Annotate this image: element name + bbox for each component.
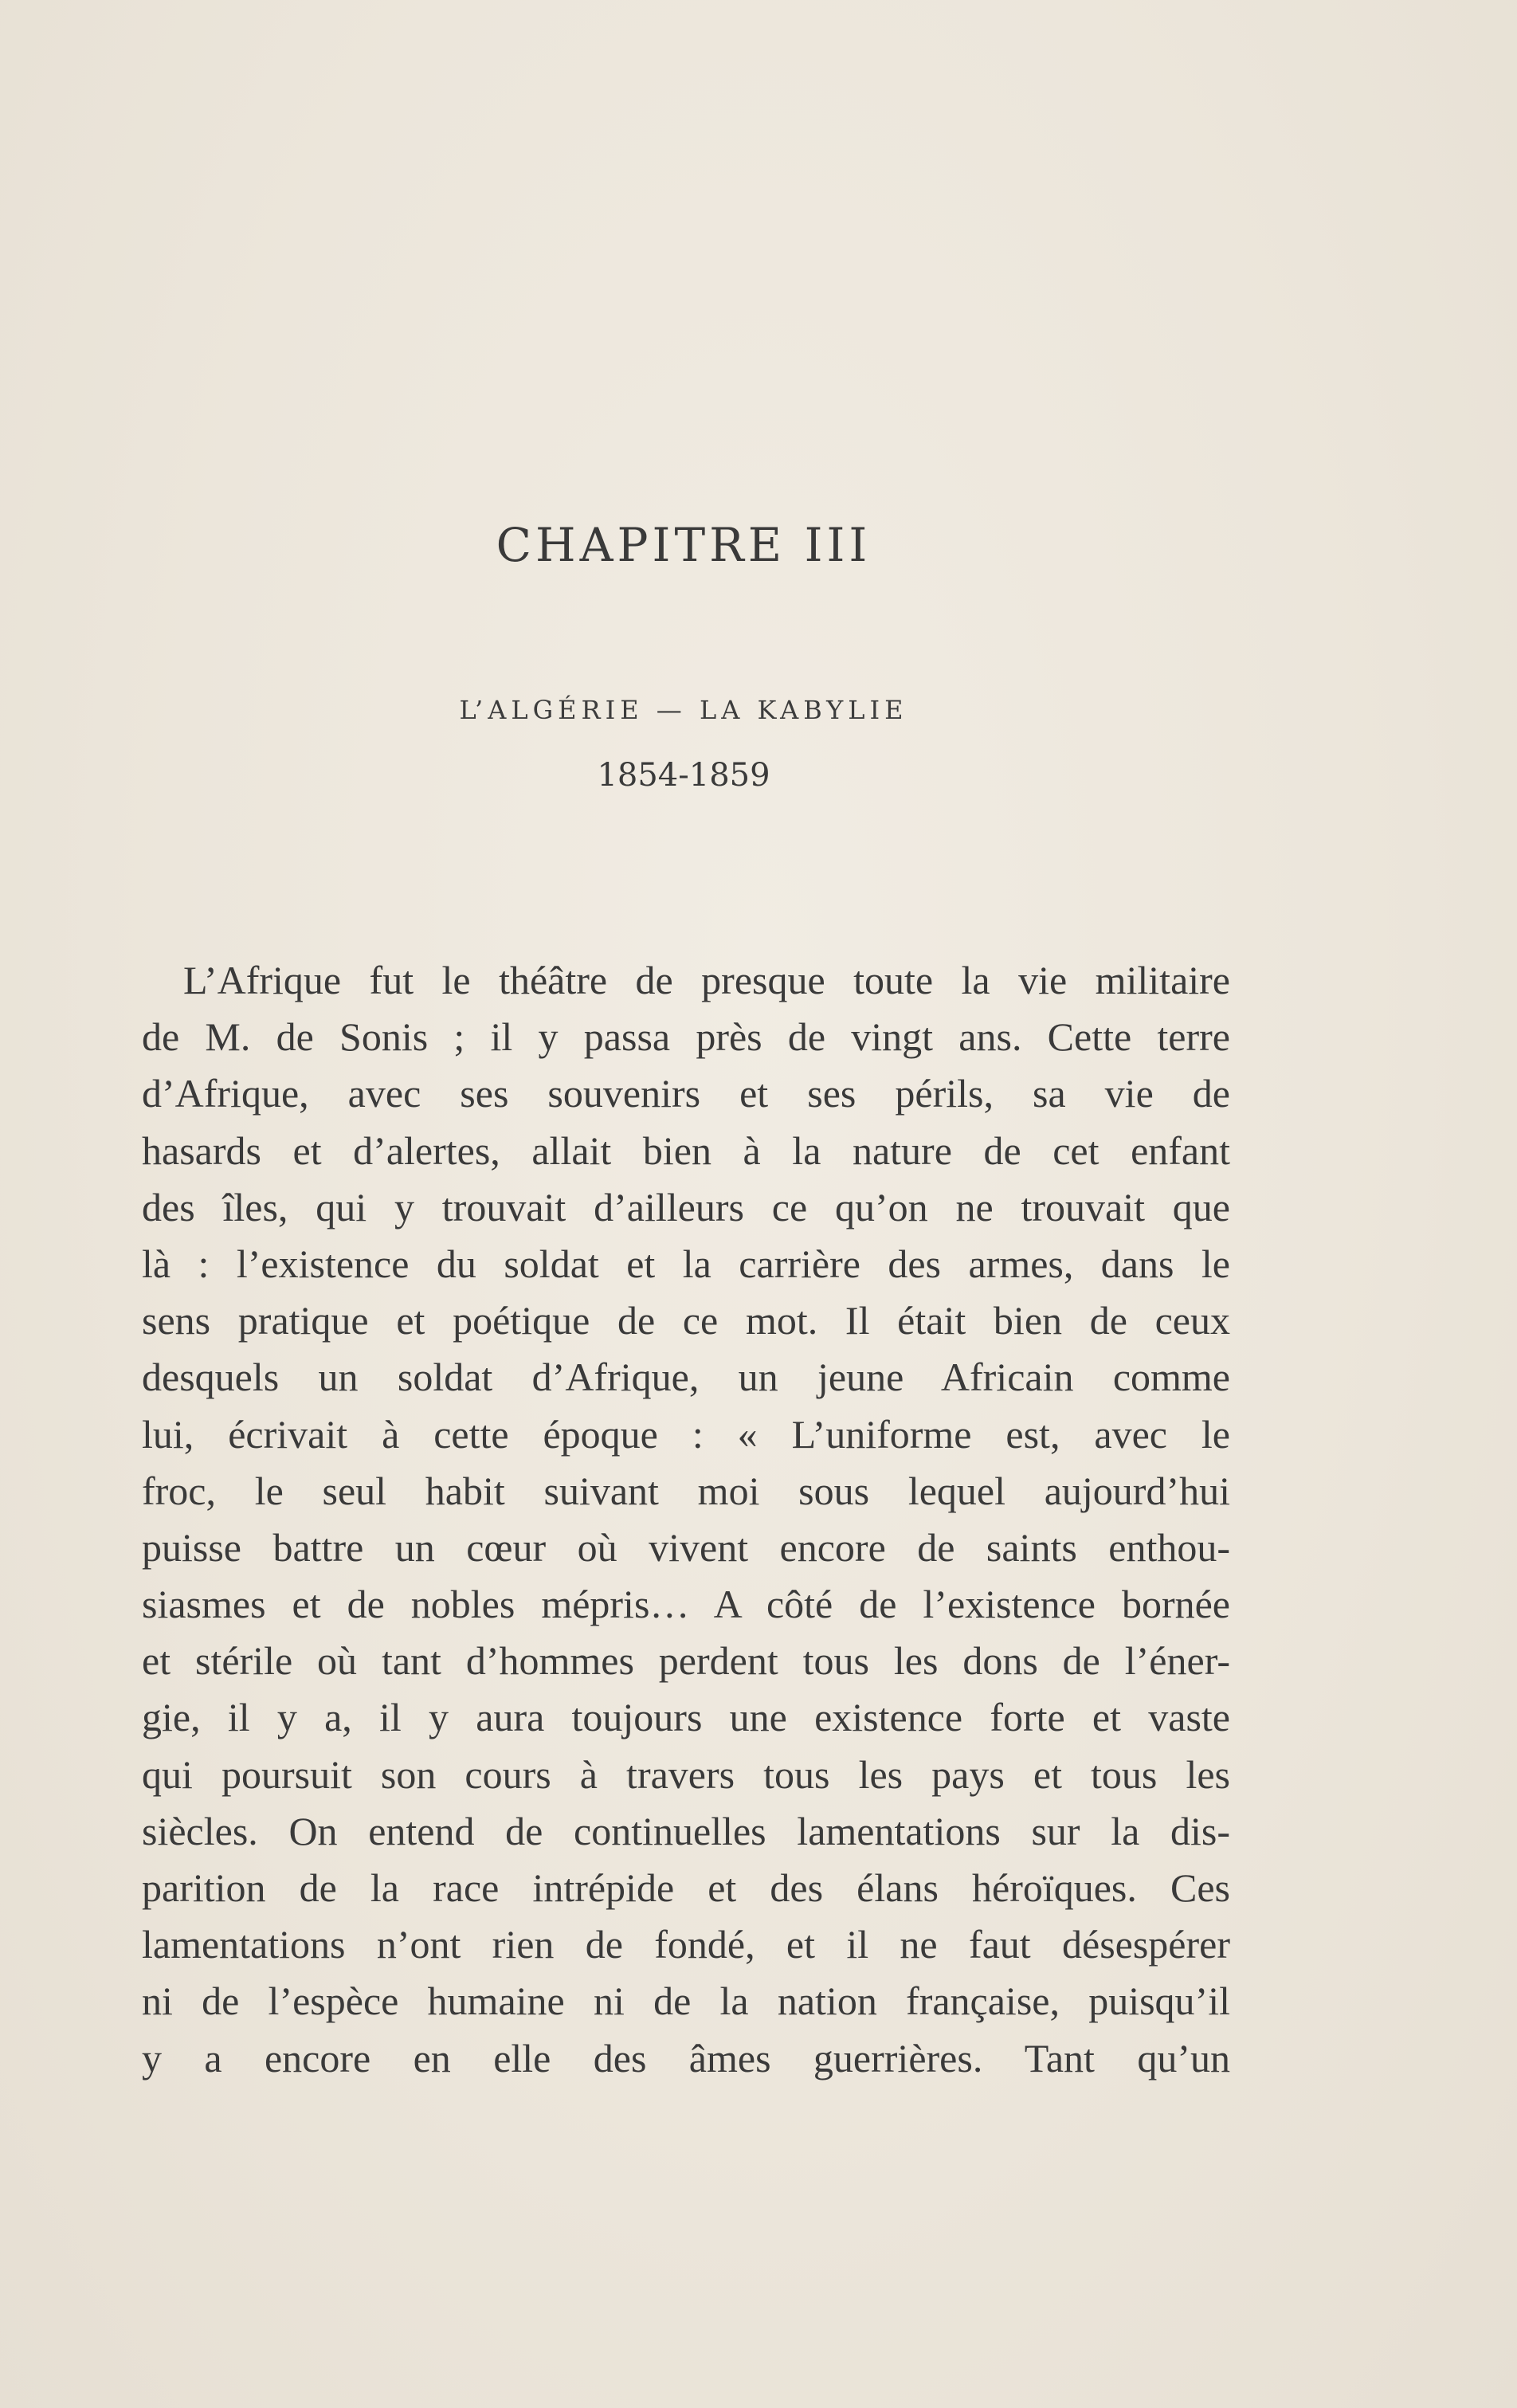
text-line: parition de la race intrépide et des élans héroïques. Ces	[142, 1865, 1230, 1910]
chapter-dates: 1854-1859	[597, 757, 770, 794]
text-line: siasmes et de nobles mépris… A côté de l’existence bornée	[142, 1582, 1230, 1627]
text-line: puisse battre un cœur où vivent encore de saints enthou-	[142, 1524, 1230, 1570]
text-line: gie, il y a, il y aura toujours une existence forte et vaste	[142, 1695, 1230, 1740]
text-line: lui, écrivait à cette époque : « L’uniforme est, avec le	[142, 1411, 1230, 1457]
text-line: froc, le seul habit suivant moi sous lequel aujourd’hui	[142, 1468, 1230, 1513]
chapter-title: CHAPITRE III	[496, 518, 872, 572]
text-line: des îles, qui y trouvait d’ailleurs ce qu’on ne trouvait que	[142, 1184, 1230, 1229]
text-line: siècles. On entend de continuelles lamentations sur la dis-	[142, 1808, 1230, 1853]
text-line: y a encore en elle des âmes guerrières. Tant qu’un	[142, 2035, 1230, 2081]
text-line: hasards et d’alertes, allait bien à la nature de cet enfant	[142, 1128, 1230, 1173]
text-line: L’Afrique fut le théâtre de presque toute la vie militaire	[183, 958, 1230, 1002]
chapter-subtitle: L’ALGÉRIE — LA KABYLIE	[459, 695, 908, 725]
text-line: et stérile où tant d’hommes perdent tous les dons de l’éner-	[142, 1638, 1230, 1684]
text-line: lamentations n’ont rien de fondé, et il ne faut désespérer	[142, 1922, 1230, 1967]
text-line: qui poursuit son cours à travers tous les pays et tous les	[142, 1751, 1230, 1797]
chapter-paragraph	[142, 952, 1230, 2087]
text-line: de M. de Sonis ; il y passa près de vingt ans. Cette terre	[142, 1014, 1230, 1060]
text-line: ni de l’espèce humaine ni de la nation française, puisqu’il	[142, 1979, 1230, 2024]
text-line: sens pratique et poétique de ce mot. Il était bien de ceux	[142, 1298, 1230, 1343]
text-line: desquels un soldat d’Afrique, un jeune Africain comme	[142, 1355, 1230, 1400]
text-line: là : l’existence du soldat et la carrière des armes, dans le	[142, 1241, 1230, 1286]
text-line: d’Afrique, avec ses souvenirs et ses périls, sa vie de	[142, 1071, 1230, 1116]
